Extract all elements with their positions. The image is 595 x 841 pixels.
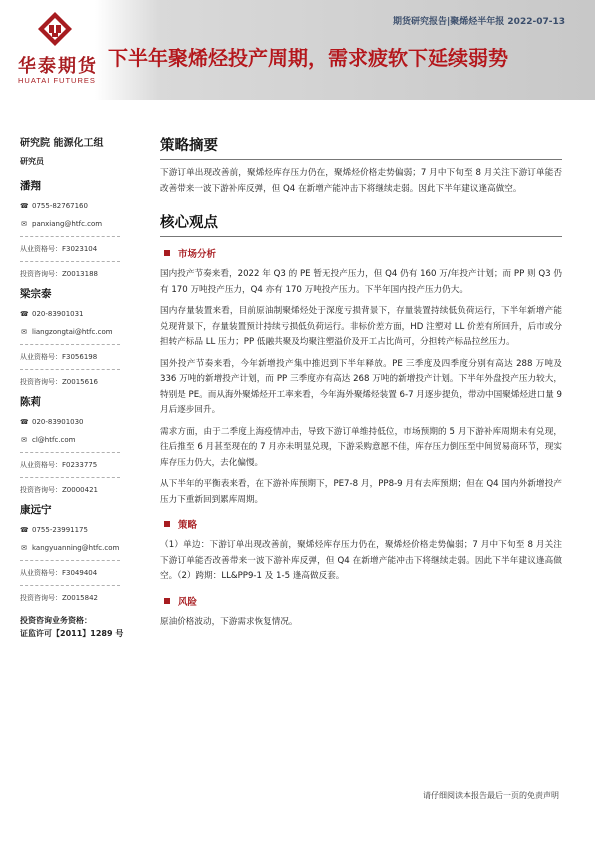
department-label: 研究院 能源化工组 [20,138,104,149]
analyst-email[interactable] [20,434,145,446]
divider [20,369,120,370]
report-title: 下半年聚烯烃投产周期，需求疲软下延续弱势 [108,46,508,70]
square-bullet-icon [164,521,170,527]
phone-text: 0755-82767160 [32,202,88,210]
role-label: 研究员 [20,157,44,166]
email-text[interactable]: cl@htfc.com [32,436,76,444]
divider [20,344,120,345]
email-icon: ✉ [21,436,27,444]
analyst-card [20,394,145,496]
market-paragraph: 国内存量装置来看，目前原油制聚烯烃处于深度亏损背景下，存量装置持续低负荷运行，下半年新增产能兑现背景下，存量装置预计持续亏损低负荷运行。非标价差方面，HD 注塑对 LL 价差有所回升，后市或分担转产标品 LL 压力；PP 低融共聚及均聚注塑溢价及开工占比尚可，分担转产标品拉丝压力。 [160,306,562,347]
analyst-qualification: 从业资格号：F3023104 [20,245,98,253]
analyst-qualification: 从业资格号：F0233775 [20,461,98,469]
analyst-name: 梁宗泰 [20,288,52,300]
analyst-sidebar [20,134,145,640]
analyst-card [20,502,145,604]
phone-icon: ☎ [20,310,29,318]
divider [20,560,120,561]
square-bullet-icon [164,250,170,256]
divider [20,452,120,453]
analyst-email[interactable] [20,326,145,338]
analyst-email[interactable] [20,542,145,554]
subheading-label: 风险 [178,596,198,608]
risk-subheading [160,593,562,609]
disclaimer-note: 请仔细阅读本报告最后一页的免责声明 [423,791,559,800]
strategy-paragraph: （1）单边：下游订单出现改善前，聚烯烃库存压力仍在，聚烯烃价格走势偏弱；7 月中下旬至 8 月关注下游订单能否改善带来一波下游补库反弹，但 Q4 在新增产能冲击下将继续走弱。因此下半年建议逢高做空。（2）跨期：LL&PP9-1 及 1-5 逢高做反套。 [160,540,562,581]
report-header [0,0,595,100]
risk-paragraph: 原油价格波动，下游需求恢复情况。 [160,616,298,627]
brand-name-en: HUATAI FUTURES [18,76,96,85]
report-meta: 期货研究报告|聚烯烃半年报 2022-07-13 [393,17,565,27]
core-views-heading: 核心观点 [160,211,562,237]
analyst-invest-id: 投资咨询号：Z0013188 [20,270,98,278]
square-bullet-icon [164,598,170,604]
analyst-invest-id: 投资咨询号：Z0000421 [20,486,98,494]
divider [20,236,120,237]
phone-icon: ☎ [20,202,29,210]
divider [20,477,120,478]
analyst-name: 陈莉 [20,396,41,408]
license-label: 投资咨询业务资格： [20,616,92,625]
market-paragraph: 需求方面，由于二季度上海疫情冲击，导致下游订单维持低位，市场预期的 5 月下游补库周期未有兑现，往后推至 6 月甚至现在的 7 月亦未明显兑现，下游采购意愿不佳，库存压力倒压至中间贸易商环节，现实库存压力仍大，去化偏慢。 [160,426,562,468]
market-paragraph: 国外投产节奏来看，今年新增投产集中推迟到下半年释放。PE 三季度及四季度分别有高达 288 万吨及 336 万吨的新增投产计划，而 PP 三季度亦有高达 268 万吨的新增投产计划。下半年外盘投产压力较大，特别是 PE。而从海外聚烯烃开工率来看，今年海外聚烯烃装置 6-7 月逐步提负，带动中国聚烯烃进口量 9 月后逐步回升。 [160,358,562,415]
analyst-invest-id: 投资咨询号：Z0015842 [20,594,98,602]
market-analysis-subheading [160,245,562,261]
market-paragraph: 国内投产节奏来看，2022 年 Q3 的 PE 暂无投产压力，但 Q4 仍有 160 万/年投产计划；而 PP 则 Q3 仍有 170 万吨投产压力，Q4 亦有 170 万吨投产压力。下半年国内投产压力仍大。 [160,269,562,295]
email-icon: ✉ [21,220,27,228]
email-icon: ✉ [21,544,27,552]
report-body [160,134,562,630]
license-number: 证监许可【2011】1289 号 [20,629,124,638]
analyst-phone [20,200,145,212]
analyst-phone [20,416,145,428]
email-text[interactable]: panxiang@htfc.com [32,220,103,228]
analyst-card [20,286,145,388]
divider [20,261,120,262]
phone-icon: ☎ [20,418,29,426]
subheading-label: 策略 [178,520,198,531]
phone-text: 020-83901030 [32,418,84,426]
huatai-logo-icon [38,12,72,46]
phone-text: 0755-23991175 [32,526,88,534]
analyst-name: 潘翔 [20,180,41,192]
strategy-subheading [160,516,562,532]
summary-paragraph: 下游订单出现改善前，聚烯烃库存压力仍在，聚烯烃价格走势偏弱；7 月中下旬至 8 月关注下游订单能否改善带来一波下游补库反弹，但 Q4 在新增产能冲击下将继续走弱。因此下半年建议逢高做空。 [160,168,562,194]
subheading-label: 市场分析 [178,249,217,260]
analyst-email[interactable] [20,218,145,230]
analyst-name: 康远宁 [20,504,52,516]
analyst-qualification: 从业资格号：F3049404 [20,569,98,577]
summary-heading: 策略摘要 [160,134,562,160]
email-icon: ✉ [21,328,27,336]
analyst-phone [20,524,145,536]
phone-text: 020-83901031 [32,310,84,318]
phone-icon: ☎ [20,526,29,534]
email-text[interactable]: liangzongtai@htfc.com [32,328,113,336]
analyst-phone [20,308,145,320]
analyst-card [20,178,145,280]
analyst-qualification: 从业资格号：F3056198 [20,353,98,361]
email-text[interactable]: kangyuanning@htfc.com [32,544,120,552]
divider [20,585,120,586]
market-paragraph: 从下半年的平衡表来看，在下游补库预期下，PE7-8 月，PP8-9 月有去库预期；但在 Q4 国内外新增投产压力下重新回到累库周期。 [160,479,562,505]
brand-name-cn: 华泰期货 [18,56,98,77]
analyst-invest-id: 投资咨询号：Z0015616 [20,378,98,386]
